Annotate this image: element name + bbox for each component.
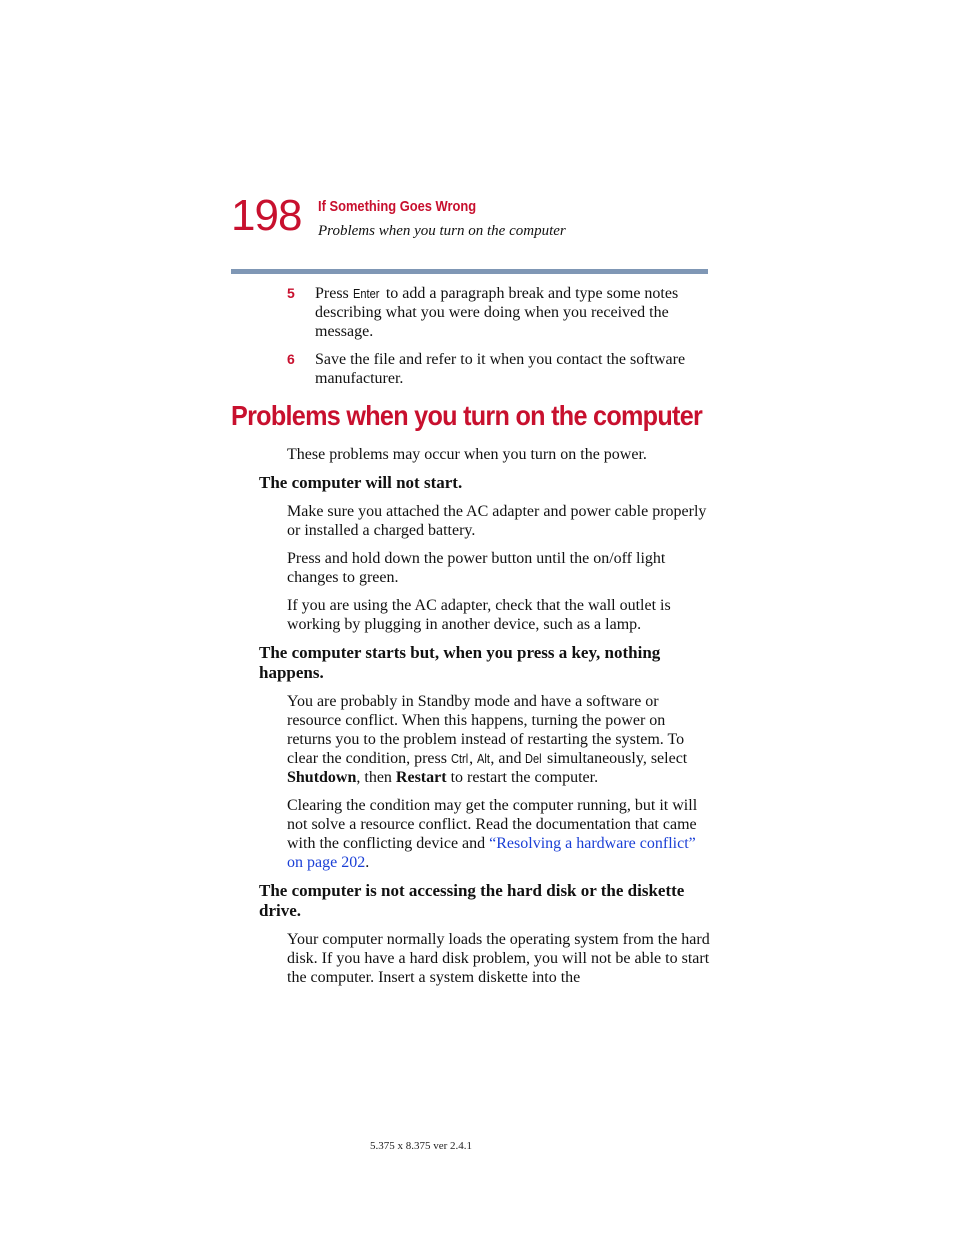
- paragraph: Clearing the condition may get the computer running, but it will not solve a resource conflict. Read the documentation that came with the conflicting device and “Resolving a hardware conflict” on page 202.: [287, 797, 698, 871]
- paragraph: Press and hold down the power button until the on/off light changes to green.: [287, 550, 666, 586]
- problem-heading: The computer is not accessing the hard disk or the diskette drive.: [259, 881, 685, 920]
- section-body: [231, 445, 711, 996]
- key-ctrl: Ctrl: [450, 751, 469, 766]
- key-alt: Alt: [477, 751, 491, 766]
- step-item: [287, 284, 717, 341]
- intro-paragraph: These problems may occur when you turn on the power.: [287, 446, 647, 463]
- problem-heading: The computer will not start.: [259, 473, 463, 492]
- section-heading: Problems when you turn on the computer: [231, 400, 703, 431]
- section-subtitle: Problems when you turn on the computer: [318, 223, 566, 239]
- paragraph: If you are using the AC adapter, check that the wall outlet is working by plugging in another device, such as a lamp.: [287, 597, 671, 633]
- step-text: Save the file and refer to it when you contact the software manufacturer.: [315, 351, 686, 387]
- shutdown-term: Shutdown: [287, 769, 357, 786]
- header-rule: [231, 269, 708, 274]
- paragraph: Make sure you attached the AC adapter and power cable properly or installed a charged battery.: [287, 503, 707, 539]
- problem-heading: The computer starts but, when you press a key, nothing happens.: [259, 643, 661, 682]
- chapter-title: If Something Goes Wrong: [318, 198, 477, 215]
- step-number: 6: [287, 351, 295, 367]
- key-enter: Enter: [352, 286, 380, 301]
- key-del: Del: [525, 751, 543, 766]
- step-list: [287, 284, 717, 397]
- step-number: 5: [287, 285, 295, 301]
- footer-version: 5.375 x 8.375 ver 2.4.1: [370, 1140, 473, 1152]
- step-text: Press Enter to add a paragraph break and type some notes describing what you were doing when you received the message.: [315, 285, 679, 340]
- cross-reference-link[interactable]: “Resolving a hardware conflict” on page 202: [287, 835, 696, 871]
- paragraph: You are probably in Standby mode and have a software or resource conflict. When this happens, turning the power on returns you to the problem instead of restarting the system. To clear the condition, press Ctrl, Alt, and Del simultaneously, select Shutdown, then Restart to restart the computer.: [287, 693, 688, 786]
- restart-term: Restart: [395, 769, 447, 786]
- step-item: [287, 350, 717, 388]
- paragraph: Your computer normally loads the operating system from the hard disk. If you have a hard disk problem, you will not be able to start the computer. Insert a system diskette into the: [287, 931, 710, 986]
- page-number: 198: [231, 191, 302, 240]
